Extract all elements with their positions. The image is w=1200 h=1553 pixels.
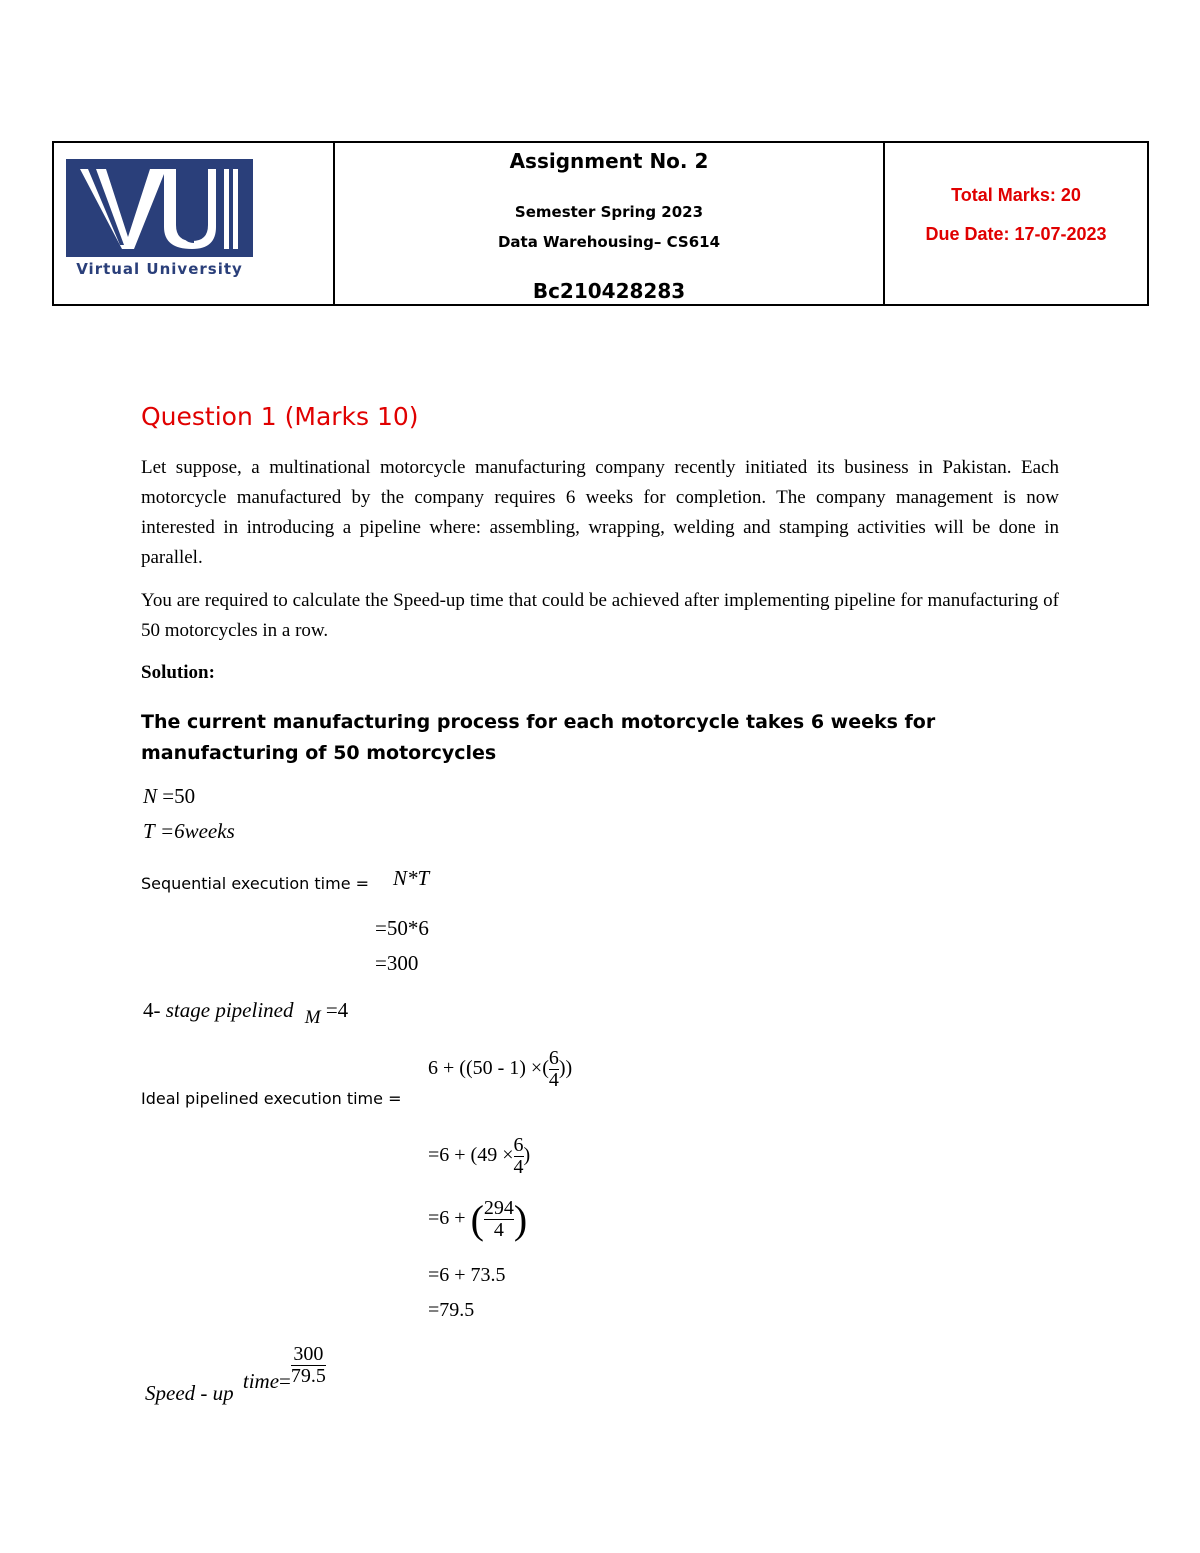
step2-frac-num: 294 (483, 1197, 514, 1219)
sequential-label: Sequential execution time = (141, 874, 370, 893)
logo-caption: Virtual University (76, 260, 243, 278)
ideal-expression (428, 1048, 572, 1091)
step2-left: =6 + (428, 1207, 466, 1230)
right-paren: ) (513, 1197, 528, 1242)
ideal-frac-num: 6 (548, 1047, 559, 1069)
speedup-time: time (242, 1369, 280, 1394)
t-variable: T (143, 819, 155, 843)
step1-left: =6 + (49 × (428, 1144, 514, 1167)
solution-statement: The current manufacturing process for each motorcycle takes 6 weeks for manufacturing of 50 motorcycles (141, 711, 936, 764)
vu-logo-icon (66, 159, 253, 257)
speedup-equals: = (279, 1369, 291, 1394)
question-paragraph-2: You are required to calculate the Speed-up time that could be achieved after implementing pipeline for manufacturing of 50 motorcycles in a row. (141, 590, 1059, 641)
student-id: Bc210428283 (532, 279, 686, 303)
n-variable: N (143, 784, 158, 808)
logo-cell (54, 143, 335, 304)
ideal-label: Ideal pipelined execution time = (141, 1089, 402, 1108)
left-paren: ( (470, 1197, 484, 1242)
n-value: =50 (162, 784, 196, 808)
ideal-step-3: =6 + 73.5 (428, 1264, 506, 1286)
step2-fraction (484, 1198, 514, 1241)
m-value: =4 (325, 998, 349, 1022)
ideal-step-2 (428, 1196, 527, 1243)
university-logo (66, 159, 253, 281)
stage-pipelined-line (143, 998, 349, 1028)
step1-fraction (514, 1135, 524, 1178)
speedup-equation (145, 1343, 326, 1406)
question-heading: Question 1 (Marks 10) (141, 402, 419, 431)
marks-cell (885, 143, 1147, 304)
sequential-step-2: =300 (375, 951, 419, 975)
solution-label: Solution: (141, 662, 215, 683)
assignment-title: Assignment No. 2 (509, 149, 709, 173)
course-text: Data Warehousing– CS614 (497, 233, 721, 251)
ideal-frac-den: 4 (548, 1069, 559, 1091)
speedup-fraction (291, 1344, 326, 1387)
stage-count: 4- (143, 998, 161, 1022)
title-cell (335, 143, 885, 304)
step1-right: ) (523, 1144, 531, 1167)
ideal-expr-left: 6 + ((50 - 1) ×( (428, 1057, 549, 1080)
t-value: =6weeks (159, 819, 235, 843)
ideal-step-4: =79.5 (428, 1299, 475, 1321)
header-table (52, 141, 1149, 306)
sequential-step-1: =50*6 (375, 916, 429, 940)
step1-frac-num: 6 (513, 1134, 524, 1156)
n-equation (143, 784, 195, 809)
speedup-label: Speed - up (145, 1381, 234, 1406)
ideal-expr-right: )) (558, 1057, 573, 1080)
total-marks: Total Marks: 20 (951, 185, 1081, 205)
question-paragraph-1: Let suppose, a multinational motorcycle manufacturing company recently initiated its business in Pakistan. Each motorcycle manufactured by the company requires 6 weeks for completion. The company management is now interested in introducing a pipeline where: assembling, wrapping, welding and stamping activities will be done in parallel. (141, 457, 1059, 568)
step2-frac-den: 4 (484, 1219, 514, 1241)
semester-text: Semester Spring 2023 (514, 203, 704, 221)
sequential-expression: N*T (393, 866, 430, 890)
t-equation (143, 819, 235, 844)
step1-frac-den: 4 (513, 1156, 524, 1178)
m-variable: M (304, 1007, 321, 1028)
speedup-den: 79.5 (290, 1365, 326, 1387)
ideal-fraction (549, 1048, 559, 1091)
due-date: Due Date: 17-07-2023 (925, 224, 1107, 244)
speedup-num: 300 (293, 1343, 324, 1365)
logo-mark (66, 159, 253, 257)
stage-text: stage pipelined (165, 998, 294, 1022)
ideal-step-1 (428, 1135, 530, 1178)
